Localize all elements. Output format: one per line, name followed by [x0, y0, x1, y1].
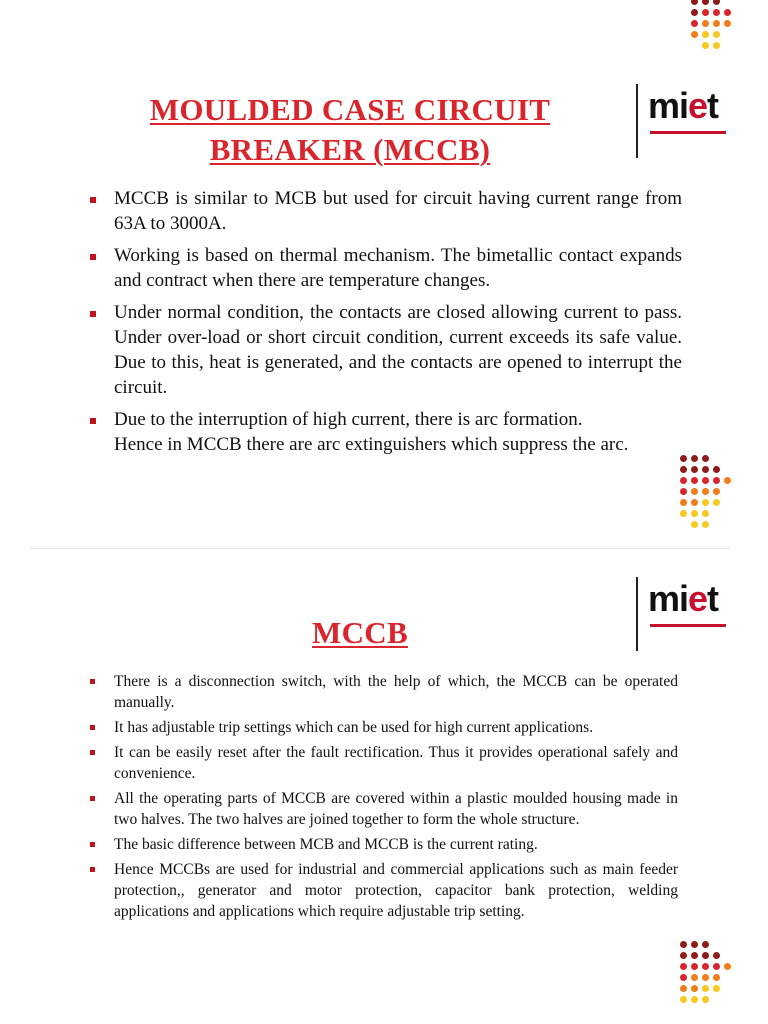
list-item: It has adjustable trip settings which can be used for high current applications. [86, 717, 678, 738]
list-item: Due to the interruption of high current, there is arc formation. Hence in MCCB there are arc extinguishers which suppress the arc. [86, 407, 632, 457]
list-item: Under normal condition, the contacts are closed allowing current to pass. Under over-load or short circuit condition, current exceeds its safe value. Due to this, heat is generated, and the contacts are opened to interrupt the circuit. [86, 300, 682, 400]
decorative-dots-top [680, 0, 731, 49]
decorative-dots-bottom [680, 941, 731, 1003]
miet-logo: miet [636, 575, 736, 659]
bullet-icon [90, 725, 95, 730]
list-item: It can be easily reset after the fault rectification. Thus it provides operational safely and convenience. [86, 742, 678, 784]
bullet-icon [90, 750, 95, 755]
bullet-icon [90, 197, 96, 203]
bullet-icon [90, 418, 96, 424]
decorative-dots-middle [680, 455, 731, 528]
slide-1-title: MOULDED CASE CIRCUIT BREAKER (MCCB) [149, 92, 551, 167]
slide-1-bullet-list [86, 186, 682, 464]
slide-2-title: MCCB [312, 615, 408, 650]
bullet-icon [90, 254, 96, 260]
miet-logo: miet [636, 82, 736, 166]
list-item: All the operating parts of MCCB are covered within a plastic moulded housing made in two halves. The two halves are joined together to form the whole structure. [86, 788, 678, 830]
list-item: MCCB is similar to MCB but used for circuit having current range from 63A to 3000A. [86, 186, 682, 236]
list-item: Hence MCCBs are used for industrial and commercial applications such as main feeder protection,, generator and motor protection, capacitor bank protection, welding applications and applications which require adjustable trip setting. [86, 859, 678, 922]
list-item: The basic difference between MCB and MCCB is the current rating. [86, 834, 678, 855]
list-item: There is a disconnection switch, with the help of which, the MCCB can be operated manually. [86, 671, 678, 713]
bullet-icon [90, 842, 95, 847]
bullet-icon [90, 796, 95, 801]
list-item: Working is based on thermal mechanism. The bimetallic contact expands and contract when there are temperature changes. [86, 243, 682, 293]
slide-2-bullet-list [86, 671, 678, 926]
bullet-icon [90, 679, 95, 684]
slide-2 [0, 545, 768, 1024]
bullet-icon [90, 867, 95, 872]
bullet-icon [90, 311, 96, 317]
